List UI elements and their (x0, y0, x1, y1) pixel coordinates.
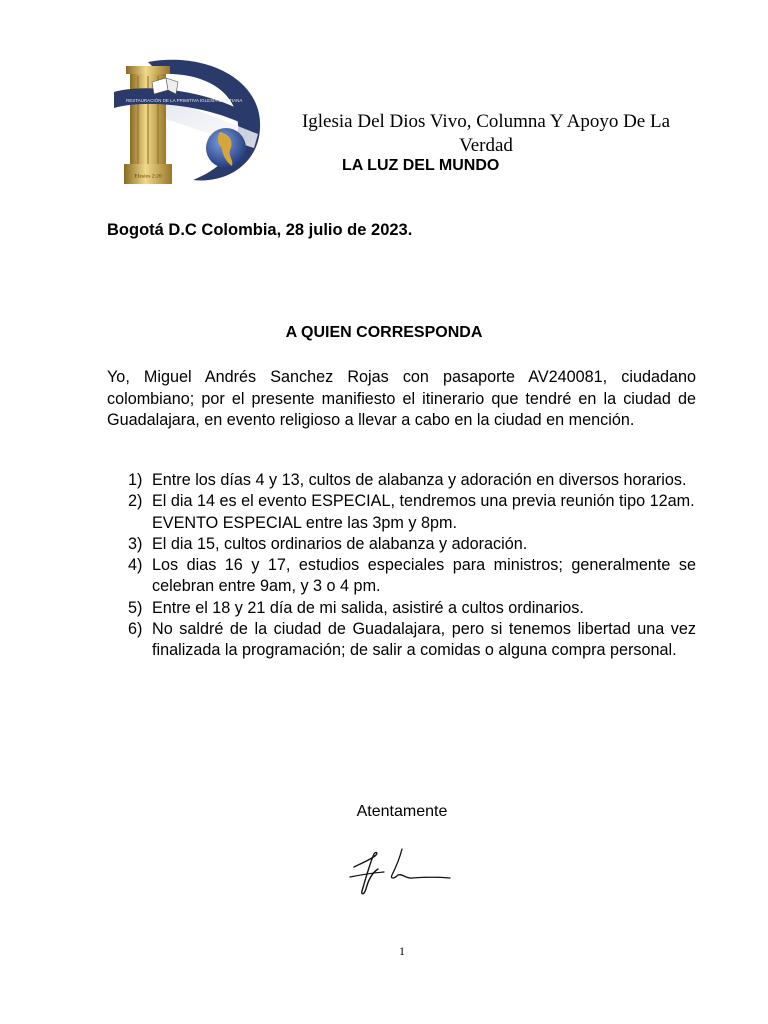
church-logo (108, 52, 268, 192)
logo-pedestal-text: Efesios 2:20 (134, 173, 162, 180)
list-item-text: Entre los días 4 y 13, cultos de alabanza y adoración en diversos horarios. (152, 471, 687, 489)
church-name: Iglesia Del Dios Vivo, Columna Y Apoyo De La Verdad (301, 111, 671, 156)
logo-banner-text: RESTAURACIÓN DE LA PRIMITIVA IGLESIA CRISTIANA (126, 98, 243, 103)
list-item (128, 491, 696, 534)
page-number: 1 (399, 944, 405, 958)
list-item-number: 2) (128, 492, 143, 511)
church-logo-graphic (108, 52, 268, 192)
date-line: Bogotá D.C Colombia, 28 julio de 2023. (107, 221, 413, 239)
intro-paragraph: Yo, Miguel Andrés Sanchez Rojas con pasaporte AV240081, ciudadano colombiano; por el presente manifiesto el itinerario que tendré en la ciudad de Guadalajara, en evento religioso a llevar a cabo en la ciudad en mención. (107, 368, 696, 429)
signature (346, 845, 456, 900)
itinerary-list (128, 470, 696, 662)
list-item (128, 619, 696, 662)
list-item-number: 6) (128, 620, 143, 639)
list-item (128, 534, 696, 555)
list-item-text: No saldré de la ciudad de Guadalajara, pero si tenemos libertad una vez finalizada la programación; de salir a comidas o alguna compra personal. (152, 620, 696, 660)
list-item-number: 5) (128, 598, 143, 617)
salutation: A QUIEN CORRESPONDA (285, 324, 483, 341)
list-item (128, 470, 696, 491)
list-item-number: 1) (128, 471, 143, 489)
church-subtitle: LA LUZ DEL MUNDO (342, 157, 500, 174)
list-item-number: 4) (128, 556, 143, 575)
list-item-text: El dia 14 es el evento ESPECIAL, tendremos una previa reunión tipo 12am. (152, 492, 695, 511)
signature-graphic (346, 845, 456, 900)
closing: Atentamente (356, 803, 448, 820)
list-item (128, 555, 696, 598)
list-item-subtext: EVENTO ESPECIAL entre las 3pm y 8pm. (152, 513, 457, 532)
list-item-text: El dia 15, cultos ordinarios de alabanza y adoración. (152, 534, 528, 553)
list-item-text: Entre el 18 y 21 día de mi salida, asistiré a cultos ordinarios. (152, 598, 584, 617)
list-item-number: 3) (128, 534, 143, 553)
list-item (128, 598, 696, 619)
list-item-text: Los dias 16 y 17, estudios especiales para ministros; generalmente se celebran entre 9am, y 3 o 4 pm. (152, 556, 696, 596)
